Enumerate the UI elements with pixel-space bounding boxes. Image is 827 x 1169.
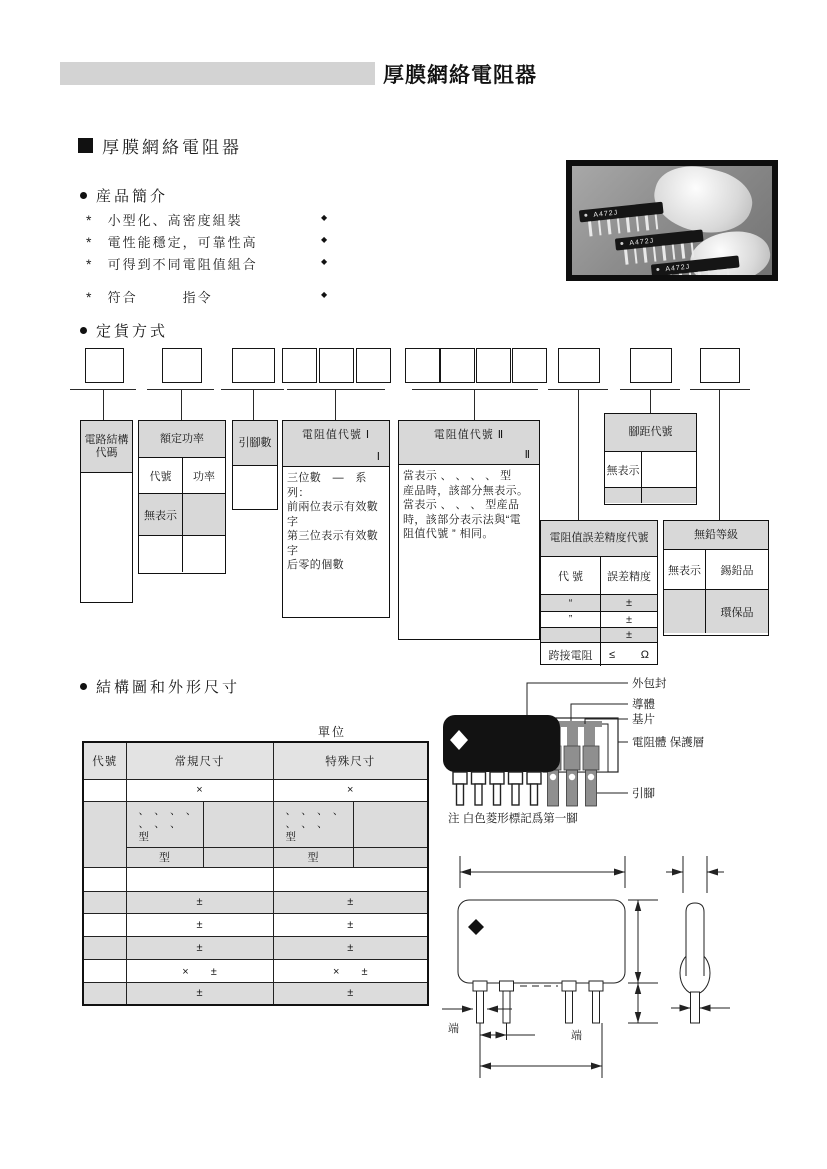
unit-label: 單位 [318,725,347,739]
col-header: 常規尺寸 [126,742,273,779]
order-code-box [232,348,275,383]
table-title: 電阻值代號 Ⅱ [433,429,505,441]
table-pin-count [232,420,278,510]
cell: ± [126,891,273,913]
bullet-icon [80,683,87,690]
feature-text: 符合 指令 [107,290,213,305]
order-code-box [356,348,391,383]
cell: 型 [273,847,353,867]
cell: 、 、 、 、 、 、 、 型 [126,801,203,847]
cell: ± [625,613,633,626]
order-code-box [700,348,740,383]
section-square-icon [78,138,93,153]
cell: 無表示 [664,550,706,589]
photo-object [648,160,759,243]
empty-cell [541,628,601,642]
table-circuit-structure-code [80,420,133,603]
empty-cell [183,536,225,572]
terminal-label: 端 [571,1030,582,1042]
bullet-icon [80,192,87,199]
section-heading [78,133,242,158]
cell: 無表示 [139,494,183,535]
table-title: 額定功率 [139,421,225,458]
empty-cell [605,488,642,503]
empty-cell [642,488,696,503]
diamond-bullet-icon: ◆ [321,235,328,244]
table-title: 無鉛等級 [664,521,768,550]
table-subtitle: Ⅱ [524,449,530,461]
table-body-text: 三位數 — 系列： 前兩位表示有效數字 第三位表示有效數字 后零的個數 [287,472,379,571]
diamond-bullet-icon: ◆ [321,213,328,222]
table-title: 電路結構代碼 [81,421,132,473]
bullet-icon [80,327,87,334]
feature-text: 電性能穩定，可靠性高 [107,235,258,250]
chip-label: A472J [579,202,664,223]
empty-cell [273,867,428,891]
table-title: 電阻值代號 Ⅰ [301,429,371,441]
feature-item [86,210,243,229]
empty-cell [233,466,277,509]
empty-cell [203,847,273,867]
label-conductor: 導體 [632,699,655,711]
dimensions-table [82,741,429,1006]
col-header: 代號 [83,742,126,779]
table-leadfree-grade [663,520,769,636]
label-encapsulation: 外包封 [632,678,667,690]
cell: × [273,779,428,801]
cell: ” [541,612,601,627]
empty-cell [83,913,126,936]
order-code-box [476,348,511,383]
cell: ± [126,936,273,959]
label-resistor-protective: 電阻體 保護層 [632,737,705,749]
outline-dimension-drawing [440,848,827,1093]
chip-label: A472J [651,255,740,276]
cell: ± [126,982,273,1005]
table-title: 電阻值誤差精度代號 [541,521,657,557]
diamond-bullet-icon: ◆ [321,290,328,299]
order-code-box [85,348,124,383]
header-bar [60,62,375,85]
table-subtitle: Ⅰ [376,451,380,463]
order-code-box [405,348,440,383]
col-header: 代號 [139,458,183,493]
structure-diagram [440,665,780,835]
feature-item [86,254,258,273]
empty-cell [83,867,126,891]
empty-cell [183,494,225,535]
empty-cell [83,779,126,801]
table-resistance-code-1 [282,420,390,618]
cell: 型 [126,847,203,867]
pin1-diamond-mark [468,919,484,935]
order-code-box [282,348,317,383]
table-resistance-code-2 [398,420,540,640]
intro-title [80,185,168,206]
empty-cell [126,867,273,891]
feature-text: 小型化、高密度組裝 [107,213,243,228]
order-code-box [558,348,600,383]
cell: ± [273,891,428,913]
terminal-label: 端 [448,1023,459,1035]
cell: ± [273,936,428,959]
col-header: 特殊尺寸 [273,742,428,779]
order-code-box [630,348,672,383]
cell: 、 、 、 、 、 、 、 型 [273,801,353,847]
empty-cell [83,959,126,982]
empty-cell [139,536,183,572]
label-substrate: 基片 [632,714,655,726]
cell: 錫鉛品 [720,564,754,577]
cell: 環保品 [706,590,768,633]
cell: 跨接電阻 [541,643,601,666]
col-header: 功率 [193,470,215,483]
cell: ± [273,982,428,1005]
dims-title [80,676,240,697]
order-code-box [319,348,354,383]
product-photo [566,160,778,281]
intro-title-label: 産品簡介 [96,188,169,205]
dims-title-label: 結構圖和外形尺寸 [96,679,241,696]
chip-label: A472J [615,229,704,250]
label-lead: 引腳 [632,788,655,800]
section-heading-label: 厚膜網絡電阻器 [102,138,242,157]
diamond-bullet-icon: ◆ [321,257,328,266]
order-code-box [512,348,547,383]
empty-cell [81,473,132,602]
table-title: 腳距代號 [605,414,696,452]
empty-cell [83,801,126,867]
table-body-text: 當表示 、 、 、 、 型 産品時，該部分無表示。 當表示 、 、 、 型産品 時，該部分表示法與“電 阻值代號 ” 相同。 [403,470,529,540]
feature-text: 可得到不同電阻值組合 [107,257,258,272]
cell: ≤ Ω [609,648,649,661]
feature-item [86,287,213,306]
empty-cell [353,847,428,867]
cell: × [126,779,273,801]
empty-cell [83,936,126,959]
resistor-network-photo [579,202,665,238]
asterisk-icon: * [86,256,94,272]
cell: “ [541,595,601,611]
asterisk-icon: * [86,212,94,228]
cell: ± [273,913,428,936]
table-pitch-code [604,413,697,505]
table-title: 引腳數 [233,421,277,466]
cell: ± [601,595,657,611]
table-rated-power [138,420,226,574]
order-code-box [440,348,475,383]
cell: ± [601,628,657,642]
ordering-title [80,320,168,341]
empty-cell [83,891,126,913]
asterisk-icon: * [86,234,94,250]
empty-cell [664,590,706,633]
empty-cell [83,982,126,1005]
empty-cell [353,801,428,847]
asterisk-icon: * [86,289,94,305]
diagram-note: 注 白色菱形標記爲第一腳 [448,813,578,825]
table-tolerance-code [540,520,658,665]
cell: × ± [126,959,273,982]
empty-cell [642,452,696,487]
col-header: 代 號 [541,557,601,594]
cell: ± [126,913,273,936]
package-pins [453,772,541,805]
page-title: 厚膜網絡電阻器 [383,64,537,87]
order-code-box [162,348,202,383]
ordering-title-label: 定貨方式 [96,323,169,340]
empty-cell [203,801,273,847]
cell: 無表示 [605,452,642,487]
col-header: 誤差精度 [607,570,651,583]
feature-item [86,232,258,251]
cell: × ± [273,959,428,982]
